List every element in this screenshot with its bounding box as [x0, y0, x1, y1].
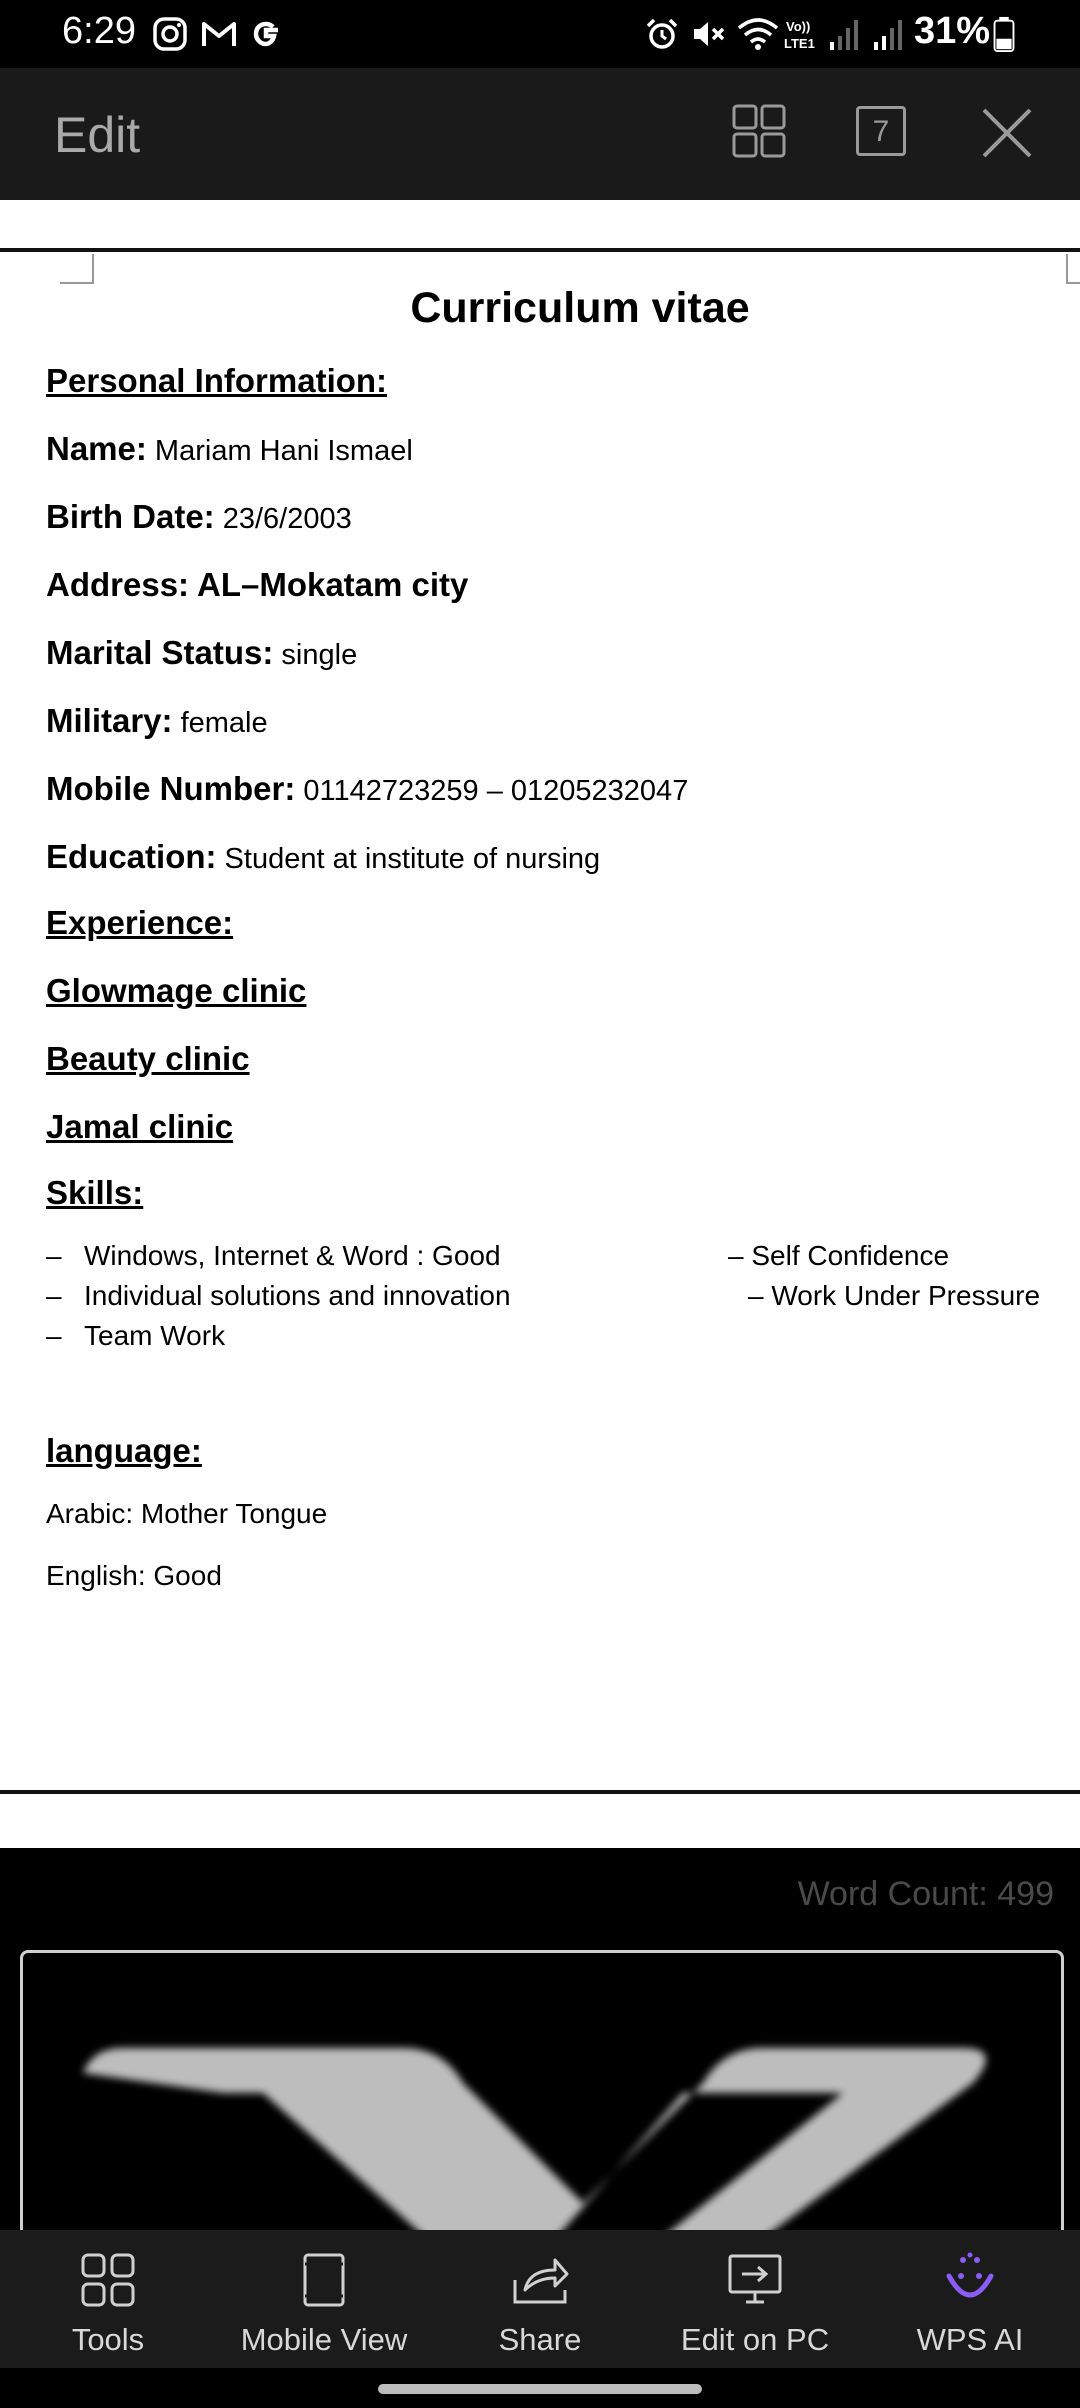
wps-ai-button[interactable]: WPS AI — [900, 2230, 1040, 2368]
wifi-icon — [736, 16, 780, 52]
skill-item: Windows, Internet & Word : Good — [84, 1240, 501, 1271]
personal-info-heading: Personal Information: — [46, 362, 388, 399]
grid-icon — [80, 2252, 136, 2308]
page-top-border — [0, 248, 1080, 252]
next-page-preview[interactable] — [20, 1950, 1064, 2256]
app-header — [0, 68, 1080, 200]
field-address: Address: AL–Mokatam city — [46, 566, 469, 603]
status-time: 6:29 — [62, 10, 136, 52]
battery-icon — [992, 16, 1016, 52]
experience-item: Glowmage clinic — [46, 972, 307, 1009]
crop-mark — [60, 254, 94, 284]
bottom-toolbar — [0, 2230, 1080, 2368]
instagram-icon — [152, 16, 188, 52]
grid-view-icon[interactable] — [732, 104, 786, 158]
skill-bullet: – — [46, 1280, 62, 1311]
close-icon[interactable] — [980, 106, 1034, 160]
edit-title[interactable]: Edit — [54, 107, 141, 163]
doc-title: Curriculum vitae — [410, 284, 750, 332]
language-item: Arabic: Mother Tongue — [46, 1498, 328, 1529]
word-count: Word Count: 499 — [797, 1875, 1054, 1913]
tab-count-button[interactable] — [856, 106, 906, 156]
document-page[interactable] — [0, 200, 1080, 1848]
skills-heading: Skills: — [46, 1174, 144, 1211]
page-bottom-border — [0, 1790, 1080, 1794]
skill-item-right: – Work Under Pressure — [748, 1280, 1041, 1311]
skill-bullet: – — [46, 1320, 62, 1351]
tab-count: 7 — [872, 115, 890, 148]
field-mobile: Mobile Number: 01142723259 – 01205232047 — [46, 770, 689, 807]
field-marital-status: Marital Status: single — [46, 634, 358, 671]
google-icon — [248, 16, 284, 52]
experience-item: Jamal clinic — [46, 1108, 234, 1145]
tools-button[interactable]: Tools — [38, 2230, 178, 2368]
language-heading: language: — [46, 1432, 202, 1469]
field-name: Name: Mariam Hani Ismael — [46, 430, 413, 467]
logo-image — [23, 1953, 1061, 2253]
crop-mark — [1066, 254, 1080, 284]
signal-icon-2 — [870, 16, 906, 52]
volte-icon — [782, 16, 826, 52]
share-button[interactable]: Share — [470, 2230, 610, 2368]
skill-item-right: – Self Confidence — [728, 1240, 950, 1271]
share-icon — [511, 2252, 569, 2308]
wps-ai-icon — [941, 2252, 999, 2308]
experience-heading: Experience: — [46, 904, 234, 941]
field-birth-date: Birth Date: 23/6/2003 — [46, 498, 352, 535]
gmail-icon — [200, 16, 238, 52]
battery-percent: 31% — [914, 10, 991, 52]
svg-text:Vo)): Vo)) — [786, 19, 811, 34]
skill-item: Individual solutions and innovation — [84, 1280, 511, 1311]
signal-icon — [826, 16, 862, 52]
field-military: Military: female — [46, 702, 268, 739]
field-education: Education: Student at institute of nursing — [46, 838, 601, 875]
experience-item: Beauty clinic — [46, 1040, 250, 1077]
language-item: English: Good — [46, 1560, 222, 1591]
alarm-icon — [644, 16, 680, 52]
svg-text:LTE1: LTE1 — [784, 36, 815, 51]
mobile-view-icon — [302, 2252, 346, 2308]
mobile-view-button[interactable]: Mobile View — [224, 2230, 424, 2368]
home-handle[interactable] — [378, 2384, 702, 2394]
edit-on-pc-button[interactable]: Edit on PC — [670, 2230, 840, 2368]
mute-icon — [690, 16, 726, 52]
skill-bullet: – — [46, 1240, 62, 1271]
skill-item: Team Work — [84, 1320, 226, 1351]
desktop-icon — [726, 2252, 784, 2308]
